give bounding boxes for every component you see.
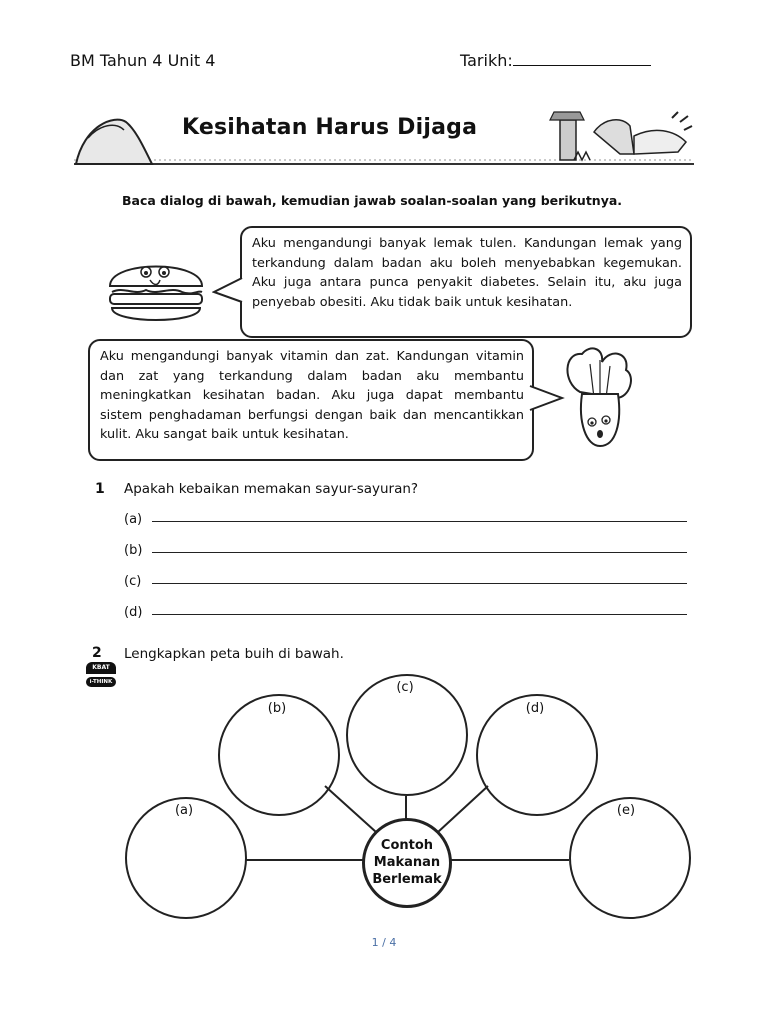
- page-number: 1 / 4: [371, 936, 397, 949]
- answer-label-d: (d): [124, 605, 143, 620]
- bubble-label-b: (b): [267, 701, 287, 716]
- question-1-text: Apakah kebaikan memakan sayur-sayuran?: [124, 481, 419, 497]
- bubble-label-e: (e): [616, 803, 636, 818]
- answer-label-c: (c): [124, 574, 142, 589]
- center-line-2: Makanan: [373, 855, 441, 870]
- banner-title: Kesihatan Harus Dijaga: [182, 115, 478, 140]
- instruction-text: Baca dialog di bawah, kemudian jawab soalan-soalan yang berikutnya.: [122, 193, 623, 208]
- center-line-1: Contoh: [380, 838, 434, 853]
- center-line-3: Berlemak: [372, 872, 442, 887]
- kbat-badge-label: KBAT: [86, 662, 116, 674]
- bubble-label-d: (d): [525, 701, 545, 716]
- document-subject: BM Tahun 4 Unit 4: [70, 51, 216, 70]
- bubble-map-center: [362, 818, 452, 908]
- vegetable-dialog-text: Aku mengandungi banyak vitamin dan zat. Kandungan vitamin dan zat yang terkandung dalam badan aku membantu meningkatkan kesihatan badan. Aku juga dapat membantu sistem penghadaman berfungsi dengan baik dan mencantikkan kulit. Aku sangat baik untuk kesihatan.: [100, 349, 524, 442]
- question-2-number: 2: [92, 645, 102, 661]
- burger-dialog-text: Aku mengandungi banyak lemak tulen. Kandungan lemak yang terkandung dalam badan aku boleh menyebabkan kegemukan. Aku juga antara punca penyakit diabetes. Selain itu, aku juga penyebab obesiti. Aku tidak baik untuk kesihatan.: [252, 236, 682, 310]
- bubble-label-c: (c): [396, 680, 414, 695]
- ithink-badge-label: i-THINK: [86, 677, 116, 687]
- question-2-text: Lengkapkan peta buih di bawah.: [124, 646, 344, 662]
- bubble-label-a: (a): [174, 803, 194, 818]
- answer-label-a: (a): [124, 512, 143, 527]
- answer-label-b: (b): [124, 543, 143, 558]
- question-1-number: 1: [95, 481, 105, 497]
- date-label: Tarikh:: [460, 51, 513, 70]
